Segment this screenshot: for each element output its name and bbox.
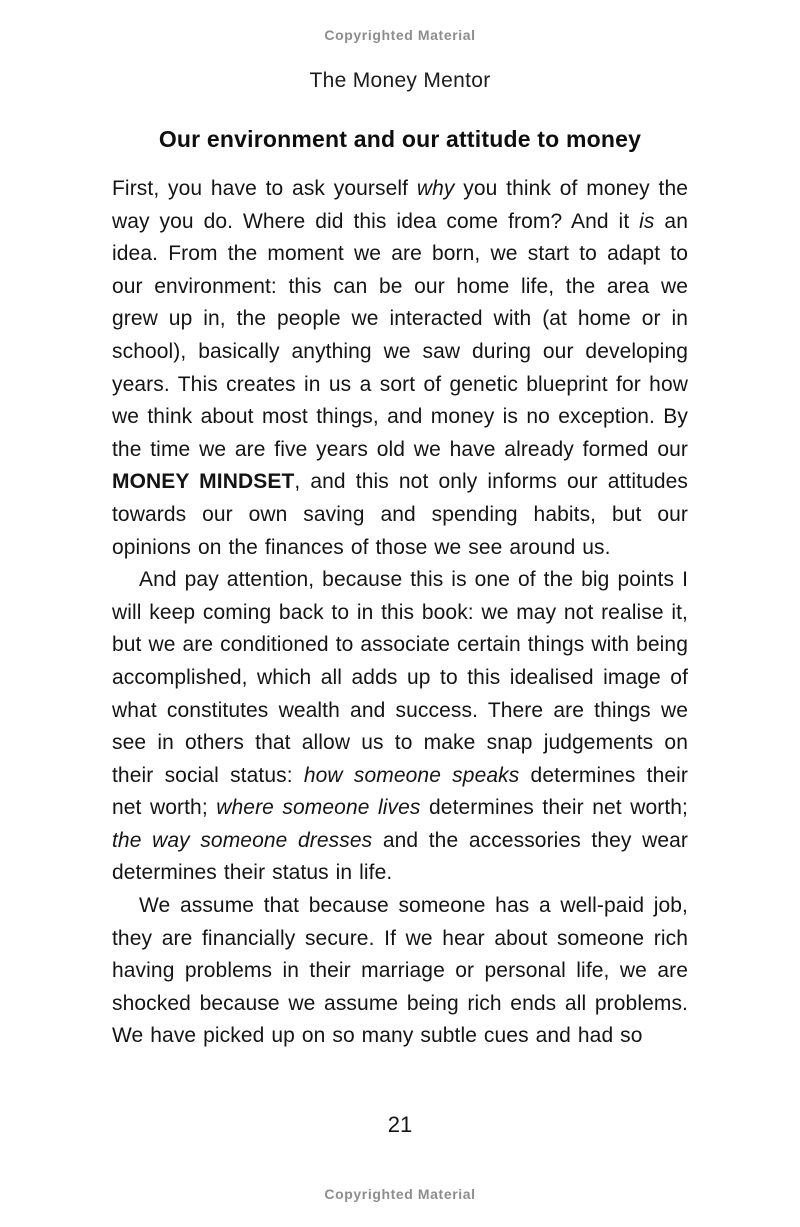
text-segment-italic: how someone speaks bbox=[303, 763, 520, 787]
running-header-book-title: The Money Mentor bbox=[309, 69, 491, 92]
text-segment-italic: why bbox=[416, 177, 455, 200]
body-text bbox=[112, 173, 688, 1053]
text-segment-normal: First, you have to ask yourself bbox=[112, 177, 417, 200]
page-number: 21 bbox=[387, 1112, 413, 1137]
body-paragraph bbox=[112, 564, 688, 890]
text-segment-italic: is bbox=[639, 209, 655, 233]
text-segment-normal: an idea. From the moment we are born, we start to adapt to our environment: this can be our home life, the area we grew up in, the people we interacted with (at home or in school), basically anything we saw during our developing years. This creates in us a sort of genetic blueprint for how we think about most things, and money is no exception. By the time we are five years old we have already formed our bbox=[112, 209, 688, 461]
text-segment-normal: And pay attention, because this is one of the big points I will keep coming back to in this book: we may not realise it, but we are conditioned to associate certain things with being accomplished, which all adds up to this idealised image of what constitutes wealth and success. There are things we see in others that allow us to make snap judgements on their social status: bbox=[112, 568, 688, 787]
text-segment-normal: you think of money the way you do. Where did this idea come from? And it bbox=[112, 177, 688, 233]
text-segment-italic: where someone lives bbox=[216, 796, 421, 820]
text-segment-italic: the way someone dresses bbox=[112, 828, 373, 852]
text-segment-bold: MONEY MINDSET bbox=[112, 470, 295, 494]
text-segment-normal: and the accessories they wear determines their status in life. bbox=[112, 828, 688, 885]
copyright-notice-bottom: Copyrighted Material bbox=[324, 1186, 476, 1202]
body-paragraph bbox=[112, 173, 688, 564]
body-paragraph bbox=[112, 890, 688, 1053]
section-title: Our environment and our attitude to money bbox=[158, 126, 642, 153]
text-segment-normal: determines their net worth; bbox=[420, 796, 688, 820]
text-segment-normal: , and this not only informs our attitudes towards our own saving and spending habits, but our opinions on the finances of those we see around us. bbox=[112, 470, 689, 559]
copyright-notice-top: Copyrighted Material bbox=[324, 27, 476, 43]
text-segment-normal: determines their net worth; bbox=[112, 763, 688, 820]
text-segment-normal: We assume that because someone has a well-paid job, they are financially secure. If we hear about someone rich having problems in their marriage or personal life, we are shocked because we assume being rich ends all problems. We have picked up on so many subtle cues and had so bbox=[112, 894, 688, 1048]
